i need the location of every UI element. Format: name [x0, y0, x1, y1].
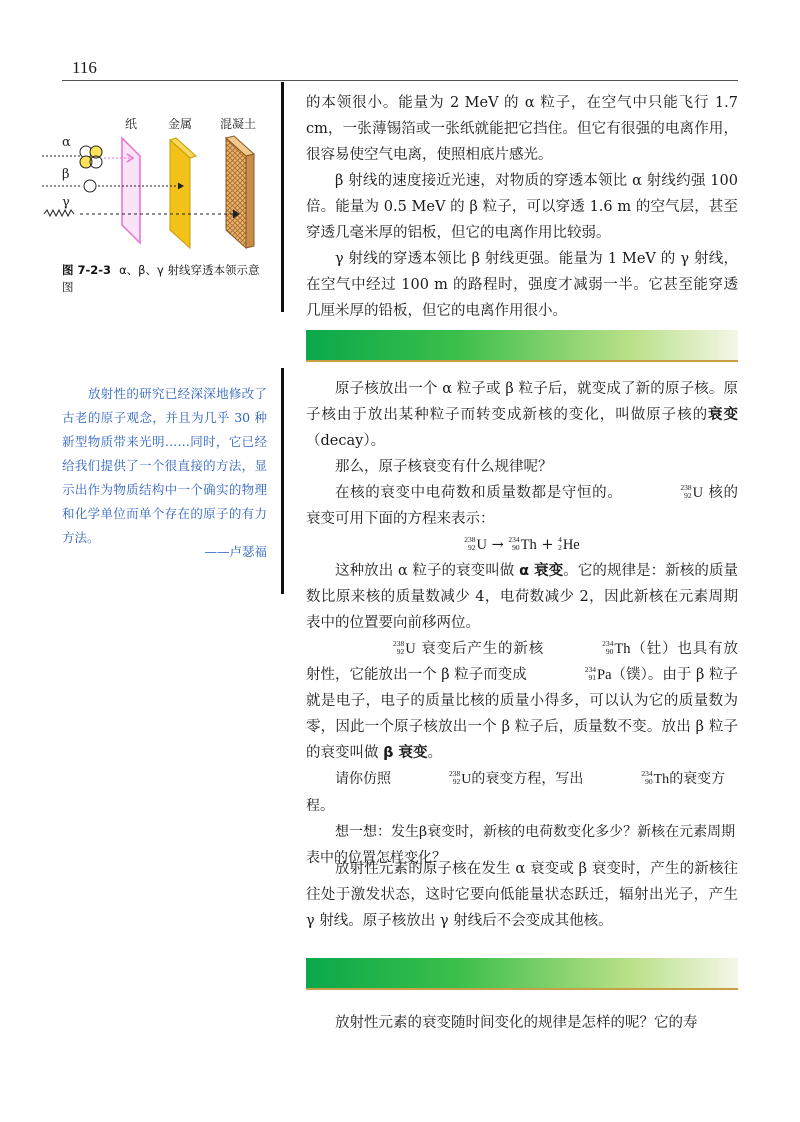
column-rule: [281, 368, 284, 594]
paragraph: 的本领很小。能量为 2 MeV 的 α 粒子，在空气中只能飞行 1.7 cm，一张薄锡箔或一张纸就能把它挡住。但它有很强的电离作用，很容易使空气电离，使照相底片感光。: [306, 95, 738, 163]
section-header-band: [306, 330, 738, 362]
nuclide-th234: 234 90 Th: [641, 769, 670, 787]
section-decay-text: [306, 376, 738, 766]
nuclide-he4: 4 2 He: [558, 535, 580, 553]
quote-author: ——卢瑟福: [204, 544, 267, 559]
paragraph: 放射性元素的衰变随时间变化的规律是怎样的呢？它的寿: [335, 1015, 698, 1031]
beta-particle: [84, 180, 96, 192]
alpha-decay-equation: 238 92 U → 234 90 Th + 4 2 He: [306, 532, 738, 558]
paragraph: 那么，原子核衰变有什么规律呢？: [335, 459, 553, 475]
nuclide-u238: 238 92 U: [449, 769, 472, 787]
paragraph: γ 射线的穿透本领比 β 射线更强。能量为 1 MeV 的 γ 射线，在空气中经过 100 m 的路程时，强度才减弱一半。它甚至能穿透几厘米厚的铅板，但它的电离作用很小。: [306, 251, 738, 319]
nuclide-u238: 238 92 U: [393, 639, 416, 657]
section-halflife-text: [306, 1010, 738, 1036]
keyword-decay: 衰变: [708, 407, 739, 423]
exercise-question: 请你仿照 238 92 U的衰变方程，写出 234 90 Th的衰变方程。: [306, 766, 738, 819]
figure-caption-text: α、β、γ 射线穿透本领示意图: [62, 263, 260, 294]
paragraph: 放射性元素的原子核在发生 α 衰变或 β 衰变时，产生的新核往往处于激发状态，这时它要向低能量状态跃迁，辐射出光子，产生 γ 射线。原子核放出 γ 射线后不会变成其他核。: [306, 861, 738, 929]
nuclide-u238: 238 92 U: [464, 535, 487, 553]
paragraph: 原子核放出一个 α 粒子或 β 粒子后，就变成了新的原子核。原子核由于放出某种粒子而转变成新核的变化，叫做原子核的衰变（decay）。: [306, 381, 739, 449]
nuclide-pa234: 234 91 Pa: [584, 665, 612, 683]
header-rule: [62, 80, 738, 81]
paragraph: 238 92 U 衰变后产生的新核 234 90 Th（钍）也具有放射性，它能放出一个 β 粒子而变成 234 91 Pa（镤）。由于 β 粒子就是电子，电子的质量比核的质量小得多，可以认为它的质量数为零，因此一个原子核放出一个 β 粒子后，质量数不变。放出 β 粒子的衰变叫做 β 衰变。: [306, 636, 738, 766]
keyword-beta-decay: β 衰变: [383, 745, 428, 761]
keyword-alpha-decay: α 衰变: [519, 563, 564, 579]
page-number: 116: [72, 58, 97, 77]
exercise-question: 想一想：发生β衰变时，新核的电荷数变化多少？新核在元素周期表中的位置怎样变化？: [306, 824, 736, 866]
paragraph: 这种放出 α 粒子的衰变叫做 α 衰变。它的规律是：新核的质量数比原来核的质量数减少 4，电荷数减少 2，因此新核在元素周期表中的位置要向前移两位。: [306, 563, 739, 631]
section-rays-text: [306, 90, 738, 324]
paper-sheet: [122, 138, 140, 243]
paragraph: 在核的衰变中电荷数和质量数都是守恒的。 238 92 U 核的衰变可用下面的方程来表示：: [306, 480, 738, 532]
nuclide-th234: 234 90 Th: [508, 535, 537, 553]
figure-number: 图 7-2-3: [62, 263, 112, 277]
gamma-label: γ: [62, 195, 70, 210]
concrete-label: 混凝土: [220, 118, 257, 131]
penetration-diagram: [30, 118, 280, 253]
metal-plate: [170, 140, 190, 248]
beta-label: β: [62, 167, 70, 182]
nuclide-u238: 238 92 U: [680, 483, 704, 501]
concrete-block: [226, 138, 246, 248]
paragraph: β 射线的速度接近光速，对物质的穿透本领比 α 射线约强 100 倍。能量为 0.5 MeV 的 β 粒子，可以穿透 1.6 m 的空气层，甚至穿透几毫米厚的铝板，但它的电离作用比较弱。: [306, 173, 738, 241]
gamma-wave: [44, 210, 74, 216]
section-gamma-text: [306, 856, 738, 934]
paper-label: 纸: [125, 118, 138, 131]
metal-label: 金属: [168, 118, 193, 131]
column-rule: [281, 82, 284, 312]
sidebar-quote: 放射性的研究已经深深地修改了古老的原子观念，并且为几乎 30 种新型物质带来光明……同时，它已经给我们提供了一个很直接的方法，显示出作为物质结构中一个确实的物理和化学单位而单个存在的原子的有力方法。: [62, 386, 267, 545]
penetration-figure: [30, 118, 280, 253]
nuclide-th234: 234 90 Th: [602, 639, 631, 657]
section-header-band: [306, 958, 738, 990]
alpha-label: α: [62, 135, 71, 150]
figure-caption: [62, 262, 267, 296]
